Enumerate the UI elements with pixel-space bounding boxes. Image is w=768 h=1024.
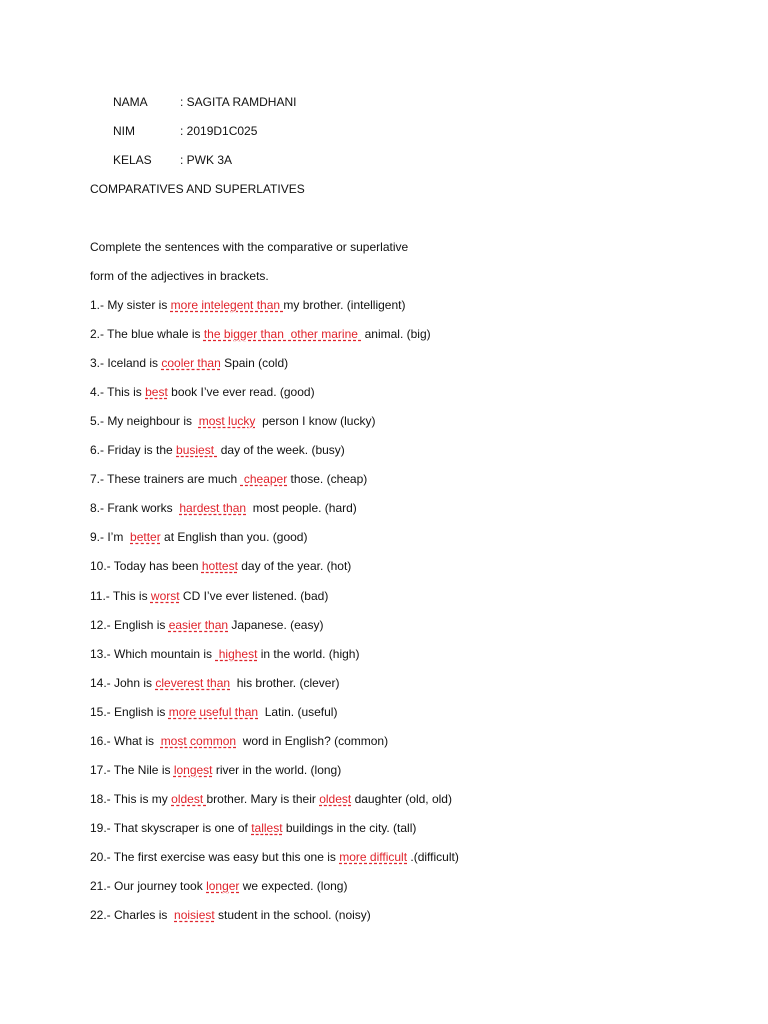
answer-text: cheaper	[240, 472, 288, 486]
exercise-item	[90, 442, 345, 458]
exercise-text: 14.- John is	[90, 676, 156, 690]
exercise-text: Spain (cold)	[220, 356, 289, 370]
answer-text: most common	[160, 734, 237, 748]
exercise-text: buildings in the city. (tall)	[282, 821, 417, 835]
exercise-text: daughter (old, old)	[351, 792, 452, 806]
exercise-text: 1.- My sister is	[90, 298, 171, 312]
exercise-text: my brother. (intelligent)	[283, 298, 406, 312]
exercise-item	[90, 646, 359, 662]
answer-text: oldest	[319, 792, 352, 806]
exercise-item	[90, 733, 388, 749]
exercise-text: brother. Mary is their	[206, 792, 320, 806]
exercise-item	[90, 326, 431, 342]
exercise-text: 8.- Frank works	[90, 501, 180, 515]
answer-text: cleverest than	[155, 676, 231, 690]
answer-text: better	[130, 530, 161, 544]
exercise-text: river in the world. (long)	[212, 763, 342, 777]
exercise-text: .(difficult)	[407, 850, 459, 864]
exercise-text: 9.- I’m	[90, 530, 131, 544]
answer-text: easier than	[168, 618, 229, 632]
answer-text: tallest	[251, 821, 283, 835]
exercise-text: those. (cheap)	[287, 472, 368, 486]
exercise-text: person I know (lucky)	[255, 414, 376, 428]
exercise-text: Japanese. (easy)	[228, 618, 324, 632]
exercise-text: 18.- This is my	[90, 792, 172, 806]
exercise-item	[90, 588, 328, 604]
exercise-item	[90, 297, 405, 313]
exercise-item	[90, 529, 307, 545]
nama-value: : SAGITA RAMDHANI	[180, 95, 297, 109]
exercise-item	[90, 675, 339, 691]
exercise-text: in the world. (high)	[257, 647, 360, 661]
exercise-text: 6.- Friday is the	[90, 443, 177, 457]
exercise-item	[90, 878, 347, 894]
exercise-item	[90, 791, 452, 807]
exercise-text: at English than you. (good)	[160, 530, 308, 544]
document-title: COMPARATIVES AND SUPERLATIVES	[90, 182, 305, 196]
exercise-text: CD I’ve ever listened. (bad)	[179, 589, 329, 603]
exercise-item	[90, 820, 416, 836]
exercise-text: student in the school. (noisy)	[214, 908, 371, 922]
answer-text: most lucky	[198, 414, 256, 428]
exercise-text: day of the year. (hot)	[237, 559, 352, 573]
exercise-text: 12.- English is	[90, 618, 169, 632]
answer-text: cooler than	[161, 356, 221, 370]
exercise-item	[90, 413, 375, 429]
exercise-item	[90, 558, 351, 574]
exercise-item	[90, 849, 459, 865]
exercise-text: 17.- The Nile is	[90, 763, 174, 777]
exercise-text: his brother. (clever)	[230, 676, 340, 690]
exercise-text: 20.- The first exercise was easy but this one is	[90, 850, 340, 864]
nim-value: : 2019D1C025	[180, 124, 258, 138]
answer-text: highest	[215, 647, 258, 661]
exercise-text: 5.- My neighbour is	[90, 414, 199, 428]
exercise-text: 7.- These trainers are much	[90, 472, 241, 486]
instruction-line-1: Complete the sentences with the comparative or superlative	[90, 240, 409, 254]
kelas-value: : PWK 3A	[180, 153, 233, 167]
exercise-text: most people. (hard)	[246, 501, 357, 515]
exercise-item	[90, 500, 357, 516]
answer-text: busiest	[176, 443, 218, 457]
exercise-text: day of the week. (busy)	[217, 443, 345, 457]
exercise-text: 19.- That skyscraper is one of	[90, 821, 252, 835]
exercise-text: book I’ve ever read. (good)	[167, 385, 315, 399]
exercise-item	[90, 471, 367, 487]
exercise-item	[90, 762, 341, 778]
exercise-text: 13.- Which mountain is	[90, 647, 216, 661]
answer-text: noisiest	[174, 908, 215, 922]
exercise-text: 11.- This is	[90, 589, 151, 603]
exercise-text: 21.- Our journey took	[90, 879, 207, 893]
answer-text: longer	[206, 879, 240, 893]
answer-text: the bigger than other marine	[203, 327, 362, 341]
answer-text: hardest than	[179, 501, 247, 515]
answer-text: best	[145, 385, 168, 399]
answer-text: worst	[150, 589, 180, 603]
exercise-text: 16.- What is	[90, 734, 161, 748]
exercise-text: 15.- English is	[90, 705, 169, 719]
exercise-text: Latin. (useful)	[258, 705, 338, 719]
answer-text: more useful than	[168, 705, 259, 719]
exercise-text: 4.- This is	[90, 385, 146, 399]
exercise-text: 3.- Iceland is	[90, 356, 162, 370]
exercise-text: we expected. (long)	[239, 879, 348, 893]
answer-text: hottest	[201, 559, 238, 573]
nama-label: NAMA	[113, 95, 148, 109]
exercise-item	[90, 384, 315, 400]
exercise-item	[90, 704, 337, 720]
answer-text: more difficult	[339, 850, 408, 864]
nim-label: NIM	[113, 124, 135, 138]
exercise-text: 10.- Today has been	[90, 559, 202, 573]
exercise-text: 22.- Charles is	[90, 908, 175, 922]
exercise-text: word in English? (common)	[236, 734, 389, 748]
instruction-line-2: form of the adjectives in brackets.	[90, 269, 269, 283]
exercise-item	[90, 617, 323, 633]
answer-text: more intelegent than	[170, 298, 284, 312]
exercise-item	[90, 355, 288, 371]
exercise-item	[90, 907, 371, 923]
answer-text: oldest	[171, 792, 207, 806]
answer-text: longest	[173, 763, 213, 777]
exercise-text: 2.- The blue whale is	[90, 327, 204, 341]
exercise-text: animal. (big)	[361, 327, 431, 341]
kelas-label: KELAS	[113, 153, 152, 167]
